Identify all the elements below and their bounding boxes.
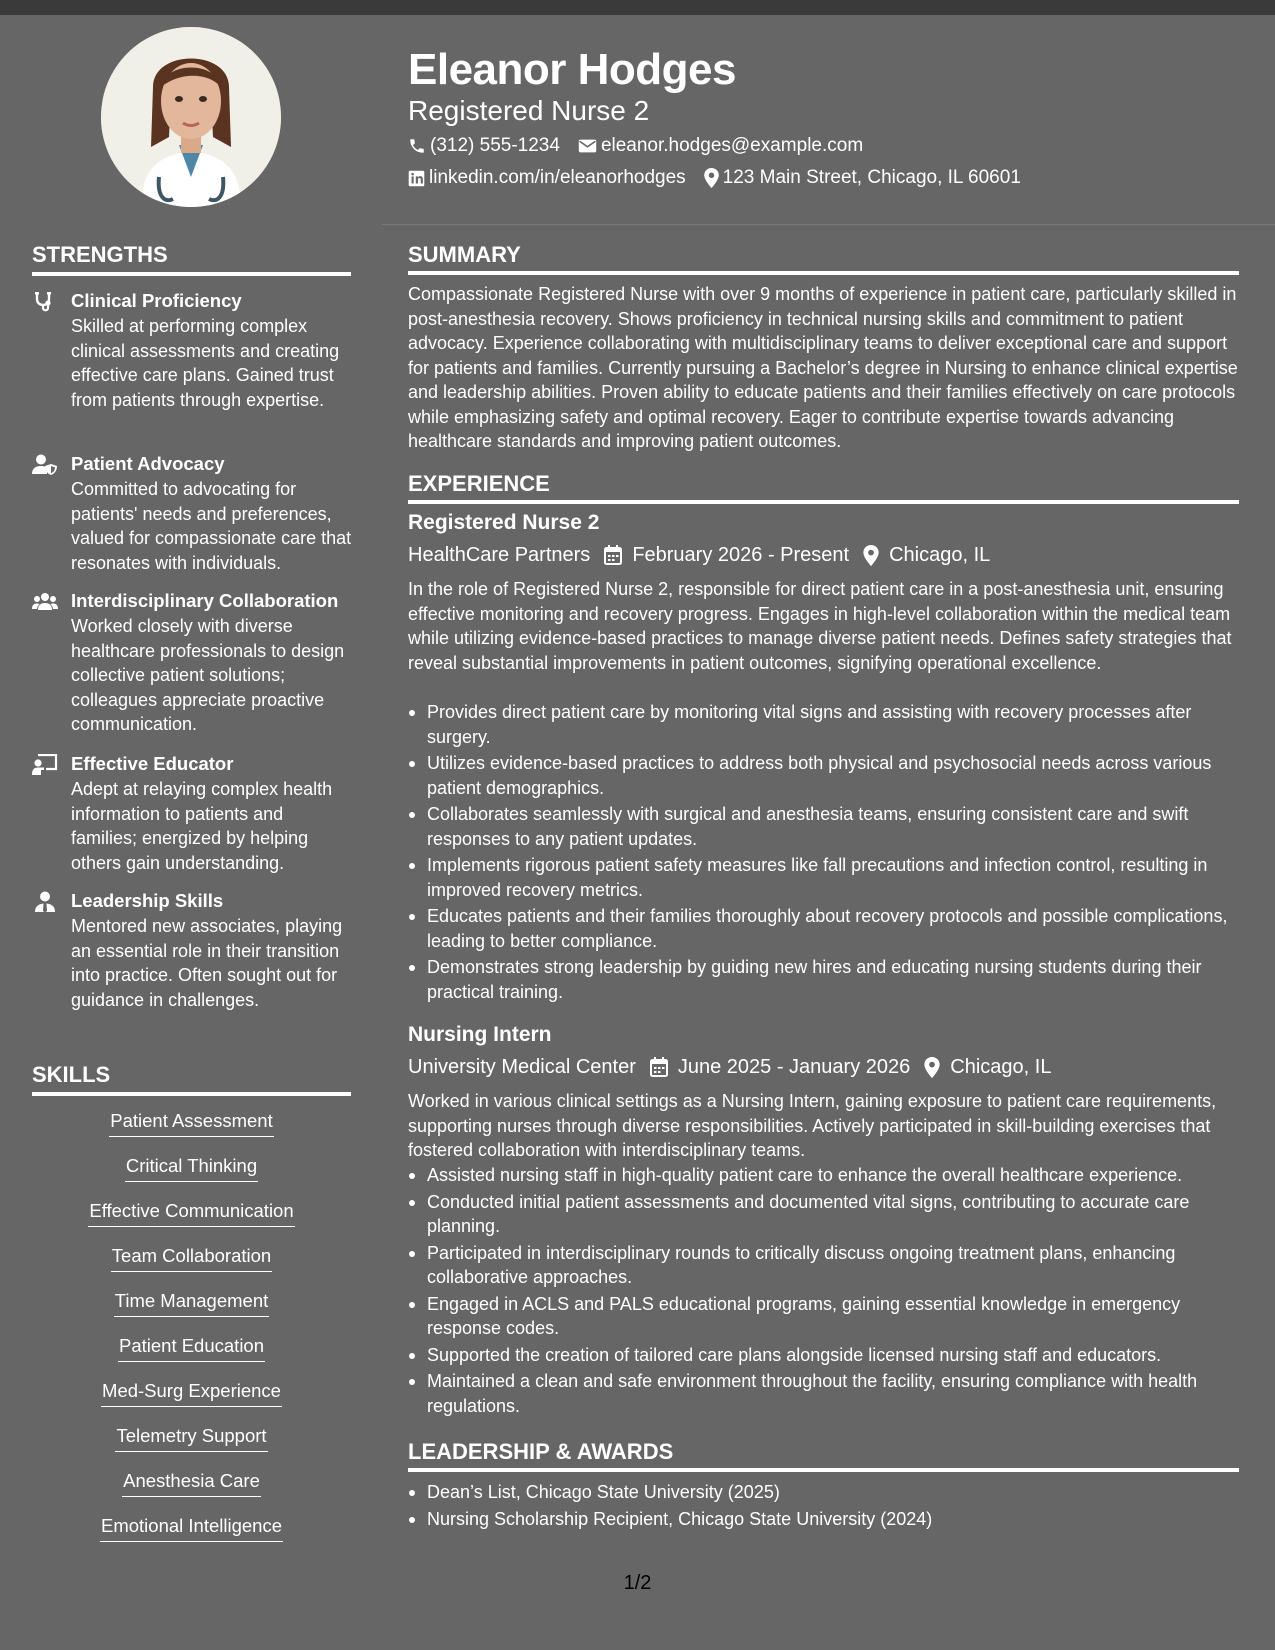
skill-item: Anesthesia Care: [32, 1469, 351, 1514]
email-text: eleanor.hodges@example.com: [600, 135, 864, 156]
summary-heading: SUMMARY: [408, 241, 1239, 275]
job-bullets: [408, 700, 1240, 1006]
list-item: Assisted nursing staff in high-quality patient care to enhance the overall healthcare experience.: [408, 1163, 1240, 1188]
strength-description: Worked closely with diverse healthcare professionals to design collective patient solutions; colleagues appreciate proactive communication.: [71, 616, 345, 734]
stethoscope-icon: [32, 291, 58, 313]
skill-item: Patient Education: [32, 1334, 351, 1379]
top-bar: [0, 0, 1275, 15]
skill-item: Patient Assessment: [32, 1109, 351, 1154]
summary-text: Compassionate Registered Nurse with over 9 months of experience in patient care, particularly skilled in post-anesthesia recovery. Shows proficiency in technical nursing skills and commitment to patient advocacy. Experience collaborating with multidisciplinary teams to deliver exceptional care and support for patients and families. Currently pursuing a Bachelor’s degree in Nursing to enhance clinical expertise and leadership abilities. Proven ability to educate patients and their families effectively on care protocols while emphasizing safety and optimal recovery. Eager to contribute expertise towards advancing healthcare standards and improving patient outcomes.: [408, 284, 1238, 451]
candidate-role: Registered Nurse 2: [408, 95, 650, 126]
list-item: Dean’s List, Chicago State University (2025): [408, 1480, 1240, 1505]
strength-title: Effective Educator: [71, 753, 234, 774]
job-meta: [408, 1054, 1065, 1080]
contact-email[interactable]: [578, 134, 863, 158]
contact-phone[interactable]: [408, 134, 560, 158]
list-item: Conducted initial patient assessments and documented vital signs, contributing to accurate care planning.: [408, 1190, 1240, 1239]
strength-description: Mentored new associates, playing an essential role in their transition into practice. Often sought out for guidance in challenges.: [71, 916, 343, 1010]
calendar-icon: [650, 1057, 668, 1077]
job-title: Registered Nurse 2: [408, 511, 600, 534]
skill-item: Telemetry Support: [32, 1424, 351, 1469]
experience-heading: EXPERIENCE: [408, 470, 1239, 504]
job-location: Chicago, IL: [863, 542, 990, 568]
users-icon: [32, 591, 58, 613]
skill-item: Emotional Intelligence: [32, 1514, 351, 1559]
skill-item: Effective Communication: [32, 1199, 351, 1244]
strength-description: Adept at relaying complex health information to patients and families; energized by helping others gain understanding.: [71, 779, 333, 873]
list-item: Engaged in ACLS and PALS educational programs, gaining essential knowledge in emergency response codes.: [408, 1292, 1240, 1341]
list-item: Provides direct patient care by monitoring vital signs and assisting with recovery processes after surgery.: [408, 700, 1240, 749]
skill-item: Med-Surg Experience: [32, 1379, 351, 1424]
job-bullets: [408, 1163, 1240, 1420]
linkedin-text: linkedin.com/in/eleanorhodges: [429, 167, 686, 188]
header-divider: [382, 224, 1275, 225]
list-item: Implements rigorous patient safety measures like fall precautions and infection control, resulting in improved recovery metrics.: [408, 853, 1240, 902]
strength-title: Interdisciplinary Collaboration: [71, 590, 339, 611]
strength-title: Patient Advocacy: [71, 453, 225, 474]
skill-item: Time Management: [32, 1289, 351, 1334]
contact-address: [704, 166, 1021, 190]
address-text: 123 Main Street, Chicago, IL 60601: [722, 167, 1021, 188]
user-tie-icon: [32, 891, 58, 913]
skill-item: Critical Thinking: [32, 1154, 351, 1199]
list-item: Educates patients and their families thoroughly about recovery protocols and possible complications, leading to better compliance.: [408, 904, 1240, 953]
awards-list: [408, 1480, 1240, 1533]
job-location: Chicago, IL: [924, 1054, 1051, 1080]
chalkboard-teacher-icon: [32, 754, 58, 776]
map-marker-icon: [863, 545, 879, 566]
contact-row-secondary: [408, 166, 1039, 190]
linkedin-icon: [408, 170, 425, 187]
skill-item: Team Collaboration: [32, 1244, 351, 1289]
job-dates: February 2026 - Present: [604, 542, 849, 568]
job-description: Worked in various clinical settings as a Nursing Intern, gaining exposure to patient care requirements, supporting nurses through diverse responsibilities. Actively participated in skill-building exercises that fostered collaboration with interdisciplinary teams.: [408, 1091, 1217, 1160]
list-item: Demonstrates strong leadership by guiding new hires and educating nursing students during their practical training.: [408, 955, 1240, 1004]
awards-heading: LEADERSHIP & AWARDS: [408, 1438, 1239, 1472]
strength-title: Leadership Skills: [71, 890, 224, 911]
job-company: University Medical Center: [408, 1056, 636, 1078]
skills-list: [32, 1109, 351, 1559]
strength-description: Skilled at performing complex clinical assessments and creating effective care plans. Gained trust from patients through expertise.: [71, 316, 340, 410]
phone-text: (312) 555-1234: [430, 135, 560, 156]
list-item: Collaborates seamlessly with surgical and anesthesia teams, ensuring consistent care and swift responses to any patient updates.: [408, 802, 1240, 851]
job-dates: June 2025 - January 2026: [650, 1054, 910, 1080]
phone-icon: [408, 137, 426, 155]
map-marker-icon: [924, 1057, 940, 1078]
job-meta: [408, 542, 1004, 568]
job-title: Nursing Intern: [408, 1023, 552, 1046]
list-item: Maintained a clean and safe environment throughout the facility, ensuring compliance with health regulations.: [408, 1369, 1240, 1418]
map-marker-icon: [704, 168, 719, 188]
strength-title: Clinical Proficiency: [71, 290, 242, 311]
calendar-icon: [604, 545, 622, 565]
job-description: In the role of Registered Nurse 2, responsible for direct patient care in a post-anesthesia unit, ensuring effective monitoring and recovery progress. Engages in high-level collaboration within the medical team while utilizing evidence-based practices to manage diverse patient needs. Defines safety strategies that reveal substantial improvements in patient outcomes, signifying operational excellence.: [408, 579, 1232, 673]
strength-description: Committed to advocating for patients' needs and preferences, valued for compassionate care that resonates with individuals.: [71, 479, 352, 573]
skills-heading: SKILLS: [32, 1061, 351, 1096]
user-shield-icon: [32, 454, 58, 476]
page-number: 1/2: [623, 1572, 652, 1594]
list-item: Utilizes evidence-based practices to address both physical and psychosocial needs across various patient demographics.: [408, 751, 1240, 800]
contact-row-primary: [408, 134, 881, 158]
list-item: Nursing Scholarship Recipient, Chicago State University (2024): [408, 1507, 1240, 1532]
profile-photo: [101, 27, 281, 207]
job-company: HealthCare Partners: [408, 544, 591, 566]
contact-linkedin[interactable]: [408, 166, 686, 190]
candidate-name: Eleanor Hodges: [408, 45, 736, 94]
list-item: Supported the creation of tailored care plans alongside licensed nursing staff and educators.: [408, 1343, 1240, 1368]
envelope-icon: [578, 138, 597, 154]
list-item: Participated in interdisciplinary rounds to critically discuss ongoing treatment plans, enhancing collaborative approaches.: [408, 1241, 1240, 1290]
strengths-heading: STRENGTHS: [32, 241, 351, 276]
